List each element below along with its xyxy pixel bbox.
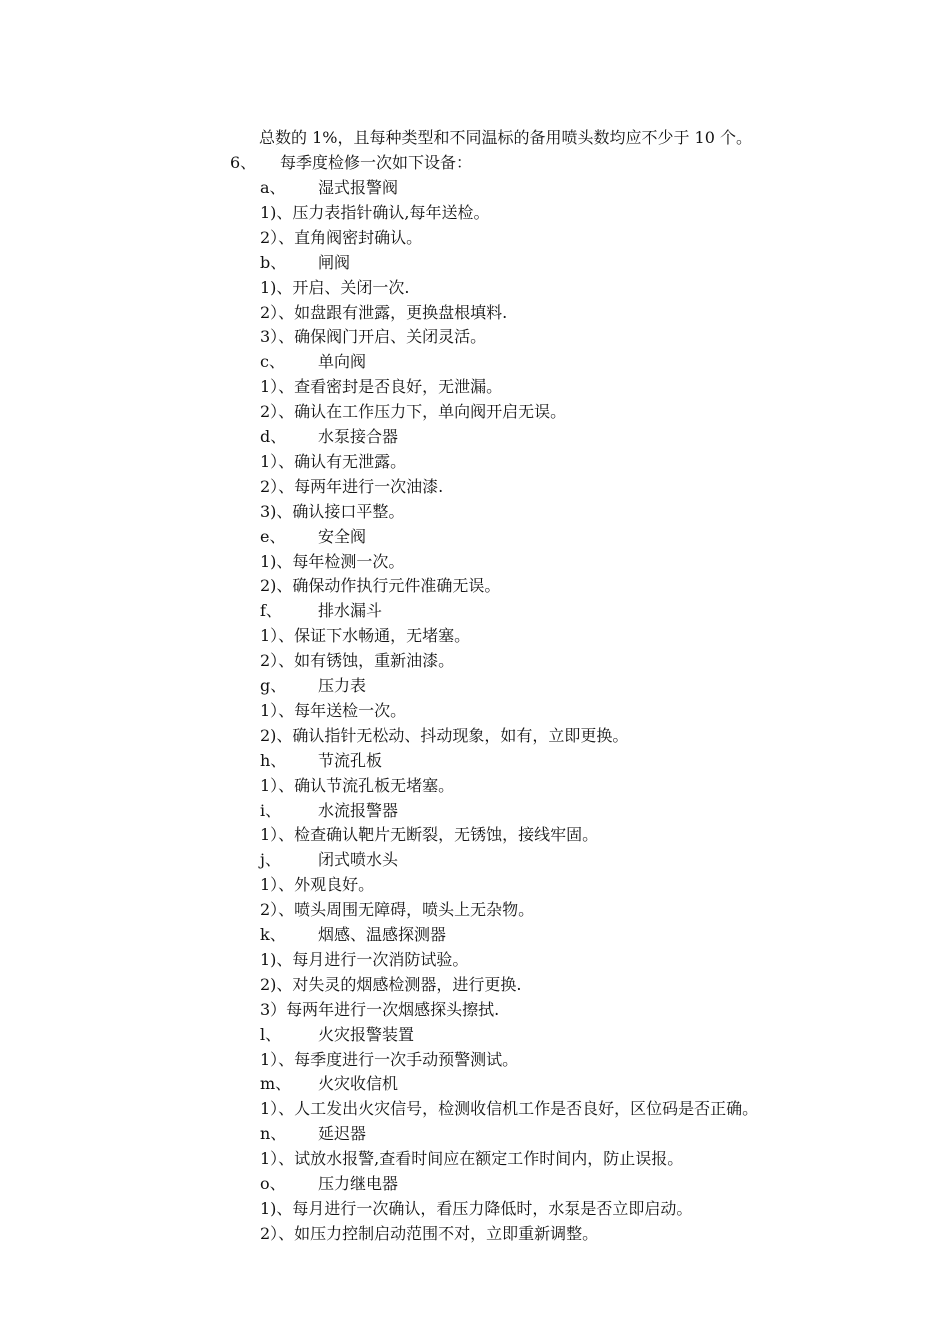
equipment-header xyxy=(260,801,398,821)
list-item: 1）、人工发出火灾信号，检测收信机工作是否良好，区位码是否正确。 xyxy=(260,1099,759,1119)
list-item: 2)、确保动作执行元件准确无误。 xyxy=(260,576,501,596)
list-item: 1)、压力表指针确认,每年送检。 xyxy=(260,202,490,222)
equipment-marker: a、 xyxy=(260,178,286,197)
list-item: 3）每两年进行一次烟感探头擦拭. xyxy=(260,999,500,1019)
equipment-marker: g、 xyxy=(260,676,287,695)
list-item: 2）、直角阀密封确认。 xyxy=(260,227,423,247)
list-item: 1)、每月进行一次确认，看压力降低时，水泵是否立即启动。 xyxy=(260,1198,693,1218)
equipment-name: 闭式喷水头 xyxy=(318,850,399,870)
equipment-name: 火灾报警装置 xyxy=(318,1024,415,1044)
section-6-heading xyxy=(230,153,472,173)
equipment-header xyxy=(260,925,446,945)
list-item: 1）、确认节流孔板无堵塞。 xyxy=(260,775,455,795)
list-item: 2)、确认指针无松动、抖动现象，如有，立即更换。 xyxy=(260,725,629,745)
equipment-name: 水流报警器 xyxy=(318,800,399,820)
equipment-name: 延迟器 xyxy=(318,1124,367,1144)
intro-line: 总数的 1%，且每种类型和不同温标的备用喷头数均应不少于 10 个。 xyxy=(259,128,753,147)
equipment-marker: c、 xyxy=(260,352,285,372)
list-item: 2）、如盘跟有泄露，更换盘根填料. xyxy=(260,302,508,322)
equipment-name: 安全阀 xyxy=(318,526,367,546)
list-item: 1）、确认有无泄露。 xyxy=(260,451,407,471)
equipment-marker: n、 xyxy=(260,1124,287,1144)
list-item: 1）、外观良好。 xyxy=(260,875,375,895)
list-item: 3）、确保阀门开启、关闭灵活。 xyxy=(260,327,487,347)
equipment-name: 烟感、温感探测器 xyxy=(318,925,447,944)
list-item: 2）、确认在工作压力下，单向阀开启无误。 xyxy=(260,402,567,422)
equipment-header xyxy=(260,1074,398,1094)
section-6-title: 每季度检修一次如下设备： xyxy=(280,153,473,172)
equipment-name: 湿式报警阀 xyxy=(318,178,399,197)
equipment-marker: j、 xyxy=(260,850,281,870)
equipment-header xyxy=(260,1124,366,1144)
equipment-header xyxy=(260,751,382,771)
equipment-marker: m、 xyxy=(260,1074,292,1094)
section-6-number: 6、 xyxy=(230,153,257,172)
list-item: 1）、检查确认靶片无断裂，无锈蚀，接线牢固。 xyxy=(260,825,599,845)
list-item: 2）、每两年进行一次油漆. xyxy=(260,476,444,496)
equipment-header xyxy=(260,427,398,447)
equipment-marker: k、 xyxy=(260,925,286,944)
equipment-marker: d、 xyxy=(260,427,287,446)
equipment-marker: l、 xyxy=(260,1024,282,1044)
equipment-name: 闸阀 xyxy=(318,252,351,272)
equipment-header xyxy=(260,1025,414,1045)
equipment-header xyxy=(260,850,398,870)
equipment-marker: b、 xyxy=(260,252,287,272)
list-item: 1）、保证下水畅通，无堵塞。 xyxy=(260,626,471,646)
list-item: 2）、如有锈蚀，重新油漆。 xyxy=(260,651,455,671)
list-item: 2）、如压力控制启动范围不对，立即重新调整。 xyxy=(260,1223,599,1243)
equipment-name: 水泵接合器 xyxy=(318,427,399,446)
list-item: 2）、喷头周围无障碍，喷头上无杂物。 xyxy=(260,900,535,920)
equipment-header xyxy=(260,178,398,198)
list-item: 1)、每年检测一次。 xyxy=(260,551,405,571)
equipment-header xyxy=(260,1174,398,1194)
list-item: 1)、每月进行一次消防试验。 xyxy=(260,949,469,969)
equipment-name: 压力表 xyxy=(318,676,367,695)
equipment-name: 单向阀 xyxy=(318,352,367,372)
list-item: 1）、试放水报警,查看时间应在额定工作时间内，防止误报。 xyxy=(260,1149,684,1169)
equipment-header xyxy=(260,527,366,547)
equipment-name: 火灾收信机 xyxy=(318,1074,399,1094)
equipment-marker: f、 xyxy=(260,601,282,621)
equipment-name: 节流孔板 xyxy=(318,750,383,770)
equipment-marker: e、 xyxy=(260,526,286,546)
equipment-marker: h、 xyxy=(260,750,287,770)
list-item: 1)、开启、关闭一次. xyxy=(260,277,410,297)
equipment-header xyxy=(260,676,366,696)
list-item: 1）、查看密封是否良好，无泄漏。 xyxy=(260,377,503,397)
list-item: 1）、每季度进行一次手动预警测试。 xyxy=(260,1049,519,1069)
equipment-marker: i、 xyxy=(260,800,282,820)
equipment-name: 排水漏斗 xyxy=(318,601,383,621)
list-item: 2)、对失灵的烟感检测器，进行更换. xyxy=(260,974,522,994)
list-item: 3)、确认接口平整。 xyxy=(260,501,405,521)
list-item: 1）、每年送检一次。 xyxy=(260,700,407,720)
equipment-marker: o、 xyxy=(260,1174,286,1193)
equipment-name: 压力继电器 xyxy=(318,1174,399,1193)
equipment-header xyxy=(260,352,366,372)
equipment-header xyxy=(260,601,382,621)
equipment-header xyxy=(260,253,350,273)
